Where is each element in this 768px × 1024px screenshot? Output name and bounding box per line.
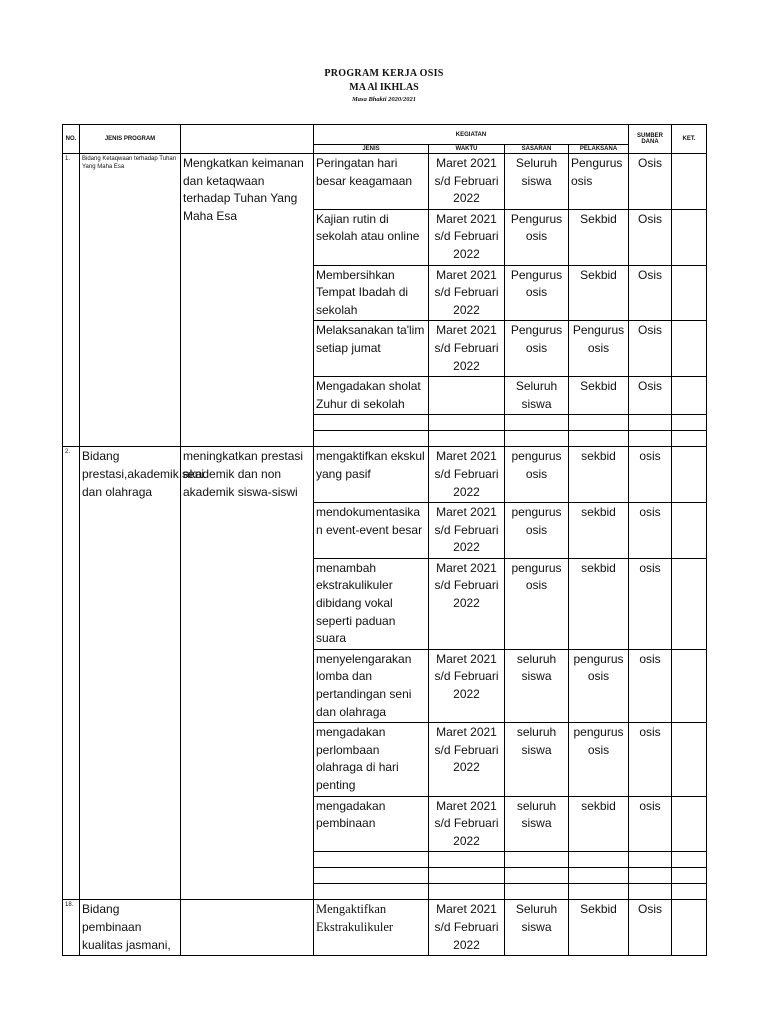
activity-waktu: Maret 2021 s/d Februari 2022 — [429, 154, 505, 210]
activity-pelaksana: Sekbid — [569, 377, 629, 415]
activity-waktu: Maret 2021 s/d Februari 2022 — [429, 900, 505, 956]
activity-waktu: Maret 2021 s/d Februari 2022 — [429, 558, 505, 649]
activity-ket — [672, 265, 707, 321]
activity-jenis: Mengadakan sholat Zuhur di sekolah — [314, 377, 429, 415]
activity-sasaran: seluruh siswa — [505, 649, 569, 722]
header-sasaran: SASARAN — [505, 145, 569, 154]
program-goal: Mengkatkan keimanan dan ketaqwaan terhadap Tuhan Yang Maha Esa — [181, 154, 314, 447]
activity-pelaksana: pengurus osis — [569, 723, 629, 796]
activity-pelaksana: Pengurus osis — [569, 154, 629, 210]
activity-ket — [672, 723, 707, 796]
period-label: Masa Bhakti 2020/2021 — [352, 96, 416, 103]
header-blank — [181, 125, 314, 154]
activity-jenis: Membersihkan Tempat Ibadah di sekolah — [314, 265, 429, 321]
activity-sasaran: pengurus osis — [505, 447, 569, 503]
activity-dana: Osis — [629, 265, 672, 321]
activity-dana: osis — [629, 447, 672, 503]
activity-ket — [672, 209, 707, 265]
activity-sasaran: Seluruh siswa — [505, 377, 569, 415]
program-goal — [181, 900, 314, 956]
header-kegiatan: KEGIATAN — [314, 125, 629, 145]
activity-dana: Osis — [629, 900, 672, 956]
program-name: Bidang pembinaan kualitas jasmani, — [80, 900, 181, 956]
activity-jenis: mengaktifkan ekskul yang pasif — [314, 447, 429, 503]
activity-ket — [672, 321, 707, 377]
activity-dana: Osis — [629, 154, 672, 210]
activity-jenis: mengadakan perlombaan olahraga di hari penting — [314, 723, 429, 796]
activity-sasaran: seluruh siswa — [505, 796, 569, 852]
activity-waktu: Maret 2021 s/d Februari 2022 — [429, 265, 505, 321]
activity-waktu: Maret 2021 s/d Februari 2022 — [429, 209, 505, 265]
activity-jenis: Peringatan hari besar keagamaan — [314, 154, 429, 210]
document-title: PROGRAM KERJA OSIS — [324, 68, 444, 79]
header-pelaksana: PELAKSANA — [569, 145, 629, 154]
header-sumber-dana: SUMBER DANA — [629, 125, 672, 154]
activity-pelaksana: sekbid — [569, 796, 629, 852]
row-number: 18. — [63, 900, 80, 956]
header-jenis: JENIS — [314, 145, 429, 154]
activity-dana: Osis — [629, 321, 672, 377]
activity-ket — [672, 377, 707, 415]
activity-jenis: Mengaktifkan Ekstrakulikuler — [314, 900, 429, 956]
activity-pelaksana: Sekbid — [569, 209, 629, 265]
table-row — [63, 154, 707, 210]
header-no: NO. — [63, 125, 80, 154]
activity-jenis: menambah ekstrakulikuler dibidang vokal seperti paduan suara — [314, 558, 429, 649]
activity-jenis: mengadakan pembinaan — [314, 796, 429, 852]
program-name: Bidang Ketaqwaan terhadap Tuhan Yang Maha Esa — [80, 154, 181, 447]
activity-ket — [672, 503, 707, 559]
activity-sasaran: pengurus osis — [505, 503, 569, 559]
activity-ket — [672, 154, 707, 210]
activity-dana: osis — [629, 796, 672, 852]
activity-pelaksana: pengurus osis — [569, 649, 629, 722]
activity-sasaran: Pengurus osis — [505, 209, 569, 265]
program-table — [62, 124, 707, 956]
activity-dana: osis — [629, 649, 672, 722]
header-waktu: WAKTU — [429, 145, 505, 154]
row-number: 1. — [63, 154, 80, 447]
activity-ket — [672, 900, 707, 956]
activity-sasaran: seluruh siswa — [505, 723, 569, 796]
activity-pelaksana: sekbid — [569, 558, 629, 649]
activity-sasaran: Pengurus osis — [505, 321, 569, 377]
school-name: MA Al IKHLAS — [349, 82, 419, 93]
activity-waktu: Maret 2021 s/d Februari 2022 — [429, 796, 505, 852]
activity-pelaksana: Sekbid — [569, 265, 629, 321]
activity-dana: osis — [629, 558, 672, 649]
activity-ket — [672, 558, 707, 649]
activity-jenis: mendokumentasikan event-event besar — [314, 503, 429, 559]
program-goal: meningkatkan prestasi akademik dan non akademik siswa-siswi — [181, 447, 314, 900]
activity-dana: osis — [629, 723, 672, 796]
activity-waktu: Maret 2021 s/d Februari 2022 — [429, 723, 505, 796]
activity-dana: osis — [629, 503, 672, 559]
activity-jenis: Kajian rutin di sekolah atau online — [314, 209, 429, 265]
activity-jenis: Melaksanakan ta'lim setiap jumat — [314, 321, 429, 377]
header-jenis-program: JENIS PROGRAM — [80, 125, 181, 154]
activity-dana: Osis — [629, 377, 672, 415]
activity-sasaran: Seluruh siswa — [505, 154, 569, 210]
activity-sasaran: Pengurus osis — [505, 265, 569, 321]
activity-sasaran: Seluruh siswa — [505, 900, 569, 956]
activity-waktu: Maret 2021 s/d Februari 2022 — [429, 447, 505, 503]
activity-waktu: Maret 2021 s/d Februari 2022 — [429, 649, 505, 722]
activity-dana: Osis — [629, 209, 672, 265]
activity-pelaksana: sekbid — [569, 503, 629, 559]
activity-ket — [672, 649, 707, 722]
activity-ket — [672, 447, 707, 503]
activity-pelaksana: Pengurus osis — [569, 321, 629, 377]
activity-sasaran: pengurus osis — [505, 558, 569, 649]
activity-waktu — [429, 377, 505, 415]
activity-jenis: menyelengarakan lomba dan pertandingan seni dan olahraga — [314, 649, 429, 722]
activity-pelaksana: Sekbid — [569, 900, 629, 956]
activity-ket — [672, 796, 707, 852]
activity-waktu: Maret 2021 s/d Februari 2022 — [429, 321, 505, 377]
activity-pelaksana: sekbid — [569, 447, 629, 503]
table-row — [63, 447, 707, 503]
row-number: 2. — [63, 447, 80, 900]
table-row — [63, 900, 707, 956]
header-ket: KET. — [672, 125, 707, 154]
activity-waktu: Maret 2021 s/d Februari 2022 — [429, 503, 505, 559]
program-name: Bidang prestasi,akademik,seni dan olahraga — [80, 447, 181, 900]
